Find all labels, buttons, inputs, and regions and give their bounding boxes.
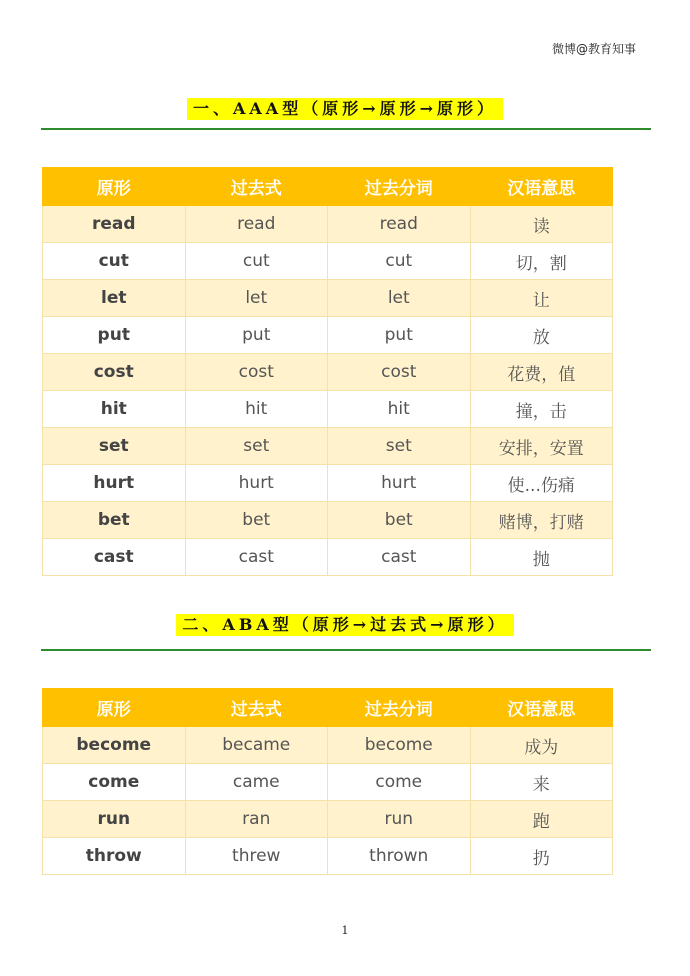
past-tense-cell: cast [185, 539, 328, 576]
past-participle-cell: come [328, 764, 471, 801]
base-form-cell: run [43, 801, 186, 838]
header-base-form: 原形 [43, 689, 186, 727]
base-form-cell: read [43, 206, 186, 243]
base-form-cell: hit [43, 391, 186, 428]
table-row [43, 206, 613, 243]
past-participle-cell: cast [328, 539, 471, 576]
table-row [43, 801, 613, 838]
past-participle-cell: put [328, 317, 471, 354]
base-form-cell: cast [43, 539, 186, 576]
header-base-form: 原形 [43, 168, 186, 206]
table-row [43, 838, 613, 875]
past-participle-cell: thrown [328, 838, 471, 875]
past-participle-cell: run [328, 801, 471, 838]
header-past-tense: 过去式 [185, 168, 328, 206]
section-title: 二、ABA型（原形→过去式→原形） [176, 614, 513, 636]
base-form-cell: come [43, 764, 186, 801]
table-row [43, 428, 613, 465]
past-tense-cell: came [185, 764, 328, 801]
past-tense-cell: let [185, 280, 328, 317]
meaning-cell: 读 [470, 206, 613, 243]
meaning-cell: 扔 [470, 838, 613, 875]
meaning-cell: 放 [470, 317, 613, 354]
table-header-row [43, 689, 613, 727]
header-past-tense: 过去式 [185, 689, 328, 727]
past-tense-cell: threw [185, 838, 328, 875]
meaning-cell: 安排，安置 [470, 428, 613, 465]
base-form-cell: let [43, 280, 186, 317]
past-tense-cell: ran [185, 801, 328, 838]
table-row [43, 391, 613, 428]
table-row [43, 502, 613, 539]
past-tense-cell: cost [185, 354, 328, 391]
past-participle-cell: let [328, 280, 471, 317]
past-participle-cell: set [328, 428, 471, 465]
base-form-cell: throw [43, 838, 186, 875]
page-number: 1 [341, 924, 349, 937]
base-form-cell: set [43, 428, 186, 465]
past-tense-cell: cut [185, 243, 328, 280]
meaning-cell: 撞，击 [470, 391, 613, 428]
past-tense-cell: hit [185, 391, 328, 428]
past-tense-cell: read [185, 206, 328, 243]
past-participle-cell: hit [328, 391, 471, 428]
verb-table-aba [42, 688, 613, 875]
table-row [43, 465, 613, 502]
watermark-text: 微博@教育知事 [551, 42, 636, 56]
base-form-cell: cost [43, 354, 186, 391]
meaning-cell: 切，割 [470, 243, 613, 280]
table-row [43, 727, 613, 764]
table-row [43, 243, 613, 280]
table-row [43, 539, 613, 576]
base-form-cell: become [43, 727, 186, 764]
base-form-cell: bet [43, 502, 186, 539]
verb-table-aaa [42, 167, 613, 576]
past-participle-cell: bet [328, 502, 471, 539]
table-row [43, 317, 613, 354]
past-tense-cell: hurt [185, 465, 328, 502]
past-participle-cell: cut [328, 243, 471, 280]
table-row [43, 280, 613, 317]
table-row [43, 764, 613, 801]
header-past-participle: 过去分词 [328, 689, 471, 727]
section-divider [41, 128, 651, 130]
meaning-cell: 跑 [470, 801, 613, 838]
section-aba-title [0, 614, 690, 636]
section-aaa-title [0, 98, 690, 120]
meaning-cell: 让 [470, 280, 613, 317]
meaning-cell: 使...伤痛 [470, 465, 613, 502]
past-tense-cell: bet [185, 502, 328, 539]
section-divider [41, 649, 651, 651]
meaning-cell: 来 [470, 764, 613, 801]
table-row [43, 354, 613, 391]
table-header-row [43, 168, 613, 206]
header-chinese-meaning: 汉语意思 [470, 689, 613, 727]
past-tense-cell: put [185, 317, 328, 354]
past-participle-cell: become [328, 727, 471, 764]
header-past-participle: 过去分词 [328, 168, 471, 206]
header-chinese-meaning: 汉语意思 [470, 168, 613, 206]
meaning-cell: 抛 [470, 539, 613, 576]
past-tense-cell: became [185, 727, 328, 764]
meaning-cell: 花费，值 [470, 354, 613, 391]
past-tense-cell: set [185, 428, 328, 465]
past-participle-cell: read [328, 206, 471, 243]
meaning-cell: 赌博，打赌 [470, 502, 613, 539]
past-participle-cell: cost [328, 354, 471, 391]
base-form-cell: hurt [43, 465, 186, 502]
past-participle-cell: hurt [328, 465, 471, 502]
base-form-cell: put [43, 317, 186, 354]
meaning-cell: 成为 [470, 727, 613, 764]
section-title: 一、AAA型（原形→原形→原形） [187, 98, 503, 120]
base-form-cell: cut [43, 243, 186, 280]
